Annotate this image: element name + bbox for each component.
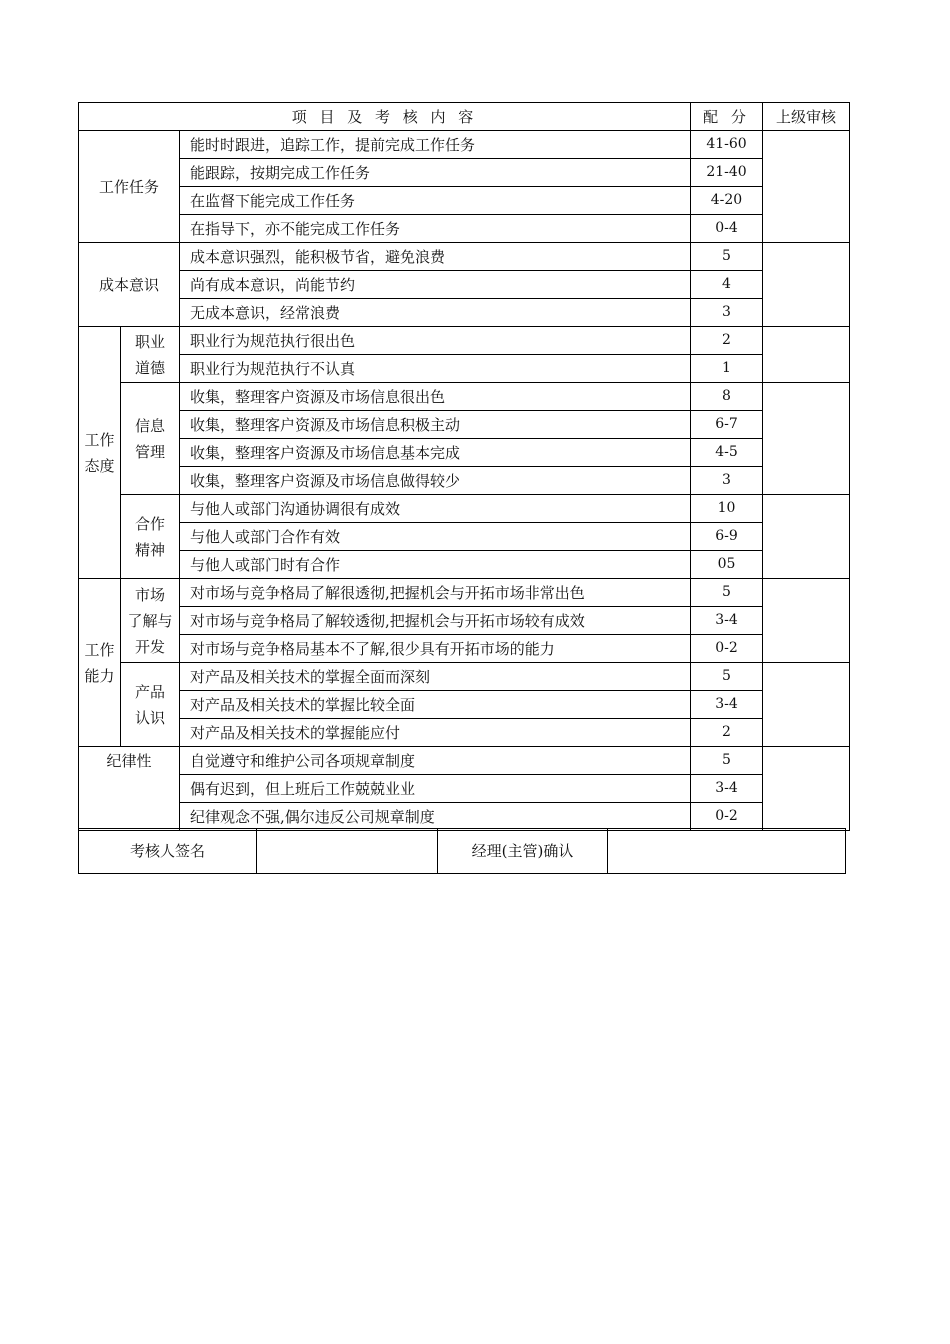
item-text: 能时时跟进，追踪工作，提前完成工作任务 [180,131,691,159]
item-score: 3-4 [691,691,763,719]
item-text: 收集，整理客户资源及市场信息积极主动 [180,411,691,439]
subcategory-product [121,663,180,747]
item-score: 5 [691,579,763,607]
table-row [79,187,850,215]
subcategory-info-label: 信息 管理 [134,416,165,461]
item-score: 1 [691,355,763,383]
review-cell[interactable] [763,243,850,327]
table-row [79,635,850,663]
table-row [79,719,850,747]
item-score: 4-5 [691,439,763,467]
table-row [79,411,850,439]
signature-table [78,828,846,874]
item-text: 职业行为规范执行不认真 [180,355,691,383]
subcategory-ethics [121,327,180,383]
item-score: 5 [691,243,763,271]
item-text: 收集，整理客户资源及市场信息很出色 [180,383,691,411]
item-text: 与他人或部门合作有效 [180,523,691,551]
item-text: 对产品及相关技术的掌握能应付 [180,719,691,747]
review-cell[interactable] [763,663,850,747]
table-row [79,271,850,299]
table-row [79,775,850,803]
review-cell[interactable] [763,131,850,243]
subcategory-market-label: 市场 了解与 开发 [127,585,173,656]
table-row [79,383,850,411]
subcategory-coop-label: 合作 精神 [134,514,165,559]
item-text: 收集，整理客户资源及市场信息做得较少 [180,467,691,495]
header-content: 项 目 及 考 核 内 容 [79,103,691,131]
item-text: 偶有迟到，但上班后工作兢兢业业 [180,775,691,803]
table-row [79,663,850,691]
item-text: 对市场与竞争格局了解较透彻,把握机会与开拓市场较有成效 [180,607,691,635]
manager-label: 经理(主管)确认 [438,829,608,874]
item-text: 成本意识强烈，能积极节省，避免浪费 [180,243,691,271]
category-attitude-label: 工作 态度 [84,430,115,475]
item-text: 纪律观念不强,偶尔违反公司规章制度 [180,803,691,831]
item-score: 5 [691,747,763,775]
table-row [79,579,850,607]
review-cell[interactable] [763,327,850,383]
header-row [79,103,850,131]
manager-confirm-field[interactable] [608,829,846,874]
item-text: 在指导下，亦不能完成工作任务 [180,215,691,243]
item-score: 8 [691,383,763,411]
category-cost: 成本意识 [79,243,180,327]
item-text: 能跟踪，按期完成工作任务 [180,159,691,187]
item-text: 对产品及相关技术的掌握全面而深刻 [180,663,691,691]
item-text: 职业行为规范执行很出色 [180,327,691,355]
table-row [79,439,850,467]
table-row [79,607,850,635]
item-score: 3 [691,467,763,495]
item-score: 2 [691,719,763,747]
assessor-label: 考核人签名 [79,829,257,874]
review-cell[interactable] [763,579,850,663]
table-row [79,215,850,243]
review-cell[interactable] [763,747,850,831]
category-work-task: 工作任务 [79,131,180,243]
table-row [79,131,850,159]
item-score: 2 [691,327,763,355]
item-text: 对市场与竞争格局了解很透彻,把握机会与开拓市场非常出色 [180,579,691,607]
item-score: 0-2 [691,803,763,831]
item-score: 0-2 [691,635,763,663]
item-score: 0-4 [691,215,763,243]
table-row [79,495,850,523]
item-text: 无成本意识，经常浪费 [180,299,691,327]
table-row [79,691,850,719]
item-text: 对产品及相关技术的掌握比较全面 [180,691,691,719]
item-text: 尚有成本意识，尚能节约 [180,271,691,299]
table-row [79,523,850,551]
item-score: 6-7 [691,411,763,439]
item-score: 10 [691,495,763,523]
assessment-table [78,102,850,831]
table-row [79,327,850,355]
category-discipline: 纪律性 [79,747,180,831]
item-text: 与他人或部门时有合作 [180,551,691,579]
subcategory-market [121,579,180,663]
item-score: 6-9 [691,523,763,551]
table-row [79,243,850,271]
subcategory-coop [121,495,180,579]
item-score: 4 [691,271,763,299]
assessor-signature-field[interactable] [257,829,438,874]
header-score: 配 分 [691,103,763,131]
item-score: 05 [691,551,763,579]
table-row [79,467,850,495]
table-row [79,551,850,579]
table-row [79,355,850,383]
item-score: 3 [691,299,763,327]
item-score: 4-20 [691,187,763,215]
subcategory-product-label: 产品 认识 [134,682,165,727]
review-cell[interactable] [763,495,850,579]
table-row [79,747,850,775]
item-score: 3-4 [691,607,763,635]
item-text: 在监督下能完成工作任务 [180,187,691,215]
category-ability [79,579,121,747]
subcategory-info [121,383,180,495]
item-score: 21-40 [691,159,763,187]
subcategory-ethics-label: 职业 道德 [134,332,165,377]
category-attitude [79,327,121,579]
item-text: 对市场与竞争格局基本不了解,很少具有开拓市场的能力 [180,635,691,663]
table-row [79,159,850,187]
item-text: 与他人或部门沟通协调很有成效 [180,495,691,523]
item-score: 3-4 [691,775,763,803]
table-row [79,299,850,327]
header-review: 上级审核 [763,103,850,131]
item-score: 5 [691,663,763,691]
table-row [79,803,850,831]
review-cell[interactable] [763,383,850,495]
category-ability-label: 工作 能力 [84,640,115,685]
signature-row [79,829,846,874]
item-text: 自觉遵守和维护公司各项规章制度 [180,747,691,775]
item-score: 41-60 [691,131,763,159]
item-text: 收集，整理客户资源及市场信息基本完成 [180,439,691,467]
